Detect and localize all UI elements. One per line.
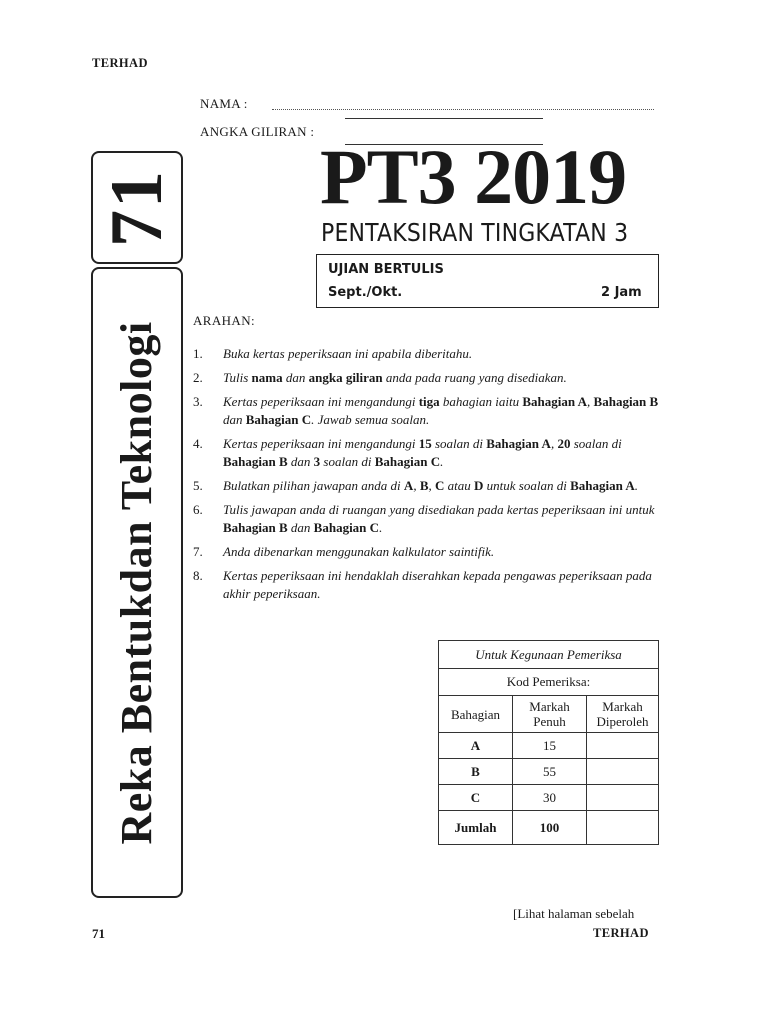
row-bahagian: B <box>439 759 513 785</box>
instruction-text: D <box>474 478 484 493</box>
subject-code-box <box>91 151 183 264</box>
nama-field[interactable] <box>272 97 654 110</box>
instruction-text: Bulatkan pilihan jawapan anda di <box>223 478 404 493</box>
instruction-text: atau <box>444 478 474 493</box>
instruction-text: B <box>419 478 429 493</box>
instruction-text: dan <box>287 454 314 469</box>
row-bahagian: A <box>439 733 513 759</box>
instruction-number: 3. <box>193 394 203 409</box>
instruction-text: Bahagian C <box>374 454 441 469</box>
instruction-text: C <box>434 478 445 493</box>
instruction-text: Kertas peperiksaan ini hendaklah diserahkan kepada pengawas peperiksaan pada akhir peperiksaan. <box>223 568 652 601</box>
instruction-text: Bahagian A <box>522 394 588 409</box>
subject-title-box <box>91 267 183 898</box>
total-value: 100 <box>513 811 587 845</box>
instruction-item <box>193 369 663 387</box>
instruction-text: dan <box>223 412 246 427</box>
subject-title: Reka Bentukdan Teknologi <box>112 320 161 845</box>
instruction-text: . <box>634 478 638 493</box>
instruction-text: . Jawab semua soalan. <box>311 412 430 427</box>
instruction-text: Anda dibenarkan menggunakan kalkulator saintifik. <box>223 544 495 559</box>
instruction-text: Bahagian A <box>486 436 551 451</box>
instruction-text: Buka kertas peperiksaan ini apabila diberitahu. <box>223 346 473 361</box>
exam-title: PT3 2019 <box>320 133 627 220</box>
instruction-item <box>193 393 663 429</box>
instruction-text: Kertas peperiksaan ini mengandungi <box>223 394 419 409</box>
row-markah-penuh: 55 <box>513 759 587 785</box>
angka-giliran-label: ANGKA GILIRAN : <box>200 124 315 139</box>
instruction-number: 5. <box>193 478 203 493</box>
table-row <box>439 759 659 785</box>
instruction-text: Bahagian A <box>570 478 635 493</box>
instruction-number: 7. <box>193 544 203 559</box>
exam-session: Sept./Okt. <box>328 285 403 300</box>
instruction-text: soalan di <box>570 436 622 451</box>
lihat-halaman: [Lihat halaman sebelah <box>513 906 635 921</box>
instruction-text: Kertas peperiksaan ini mengandungi <box>223 436 419 451</box>
nama-label: NAMA : <box>200 96 248 111</box>
row-bahagian: C <box>439 785 513 811</box>
instruction-item <box>193 435 663 471</box>
col-markah-penuh: Markah Penuh <box>513 696 587 733</box>
instruction-item <box>193 345 663 363</box>
instruction-text: . <box>379 520 383 535</box>
instruction-text: 15 <box>418 436 432 451</box>
kod-pemeriksa-field[interactable]: Kod Pemeriksa: <box>439 669 659 696</box>
col-bahagian: Bahagian <box>439 696 513 733</box>
exam-duration: 2 Jam <box>601 285 642 300</box>
row-markah-diperoleh[interactable] <box>587 733 659 759</box>
instruction-text: anda pada ruang yang disediakan. <box>382 370 567 385</box>
instruction-number: 6. <box>193 502 203 517</box>
instruction-text: A <box>403 478 414 493</box>
instruction-text: , <box>413 478 420 493</box>
instruction-text: Bahagian C <box>313 520 380 535</box>
instruction-number: 4. <box>193 436 203 451</box>
instruction-text: soalan di <box>431 436 487 451</box>
instruction-text: . <box>440 454 444 469</box>
instruction-text: Tulis jawapan anda di ruangan yang disediakan pada kertas peperiksaan ini untuk <box>223 502 655 517</box>
examiner-table-title: Untuk Kegunaan Pemeriksa <box>439 641 659 669</box>
exam-type: UJIAN BERTULIS <box>328 262 444 277</box>
instructions-list <box>193 345 663 609</box>
instruction-number: 8. <box>193 568 203 583</box>
instruction-number: 1. <box>193 346 203 361</box>
arahan-heading: ARAHAN: <box>193 313 256 328</box>
instruction-item <box>193 543 663 561</box>
instruction-text: dan <box>287 520 314 535</box>
instruction-text: Bahagian B <box>223 454 288 469</box>
instruction-item <box>193 501 663 537</box>
row-markah-diperoleh[interactable] <box>587 759 659 785</box>
instruction-text: , <box>550 436 558 451</box>
instruction-number: 2. <box>193 370 203 385</box>
total-label: Jumlah <box>439 811 513 845</box>
instruction-item <box>193 567 663 603</box>
instruction-text: Bahagian B <box>223 520 288 535</box>
instruction-text: nama <box>251 370 283 385</box>
table-row <box>439 785 659 811</box>
table-row <box>439 733 659 759</box>
instruction-text: untuk soalan di <box>483 478 571 493</box>
instruction-text: , <box>428 478 435 493</box>
instruction-text: angka giliran <box>308 370 383 385</box>
instruction-item <box>193 477 663 495</box>
page-code: 71 <box>92 926 105 941</box>
instruction-text: tiga <box>418 394 440 409</box>
instruction-text: bahagian iaitu <box>439 394 523 409</box>
instruction-text: soalan di <box>320 454 375 469</box>
exam-subtitle: PENTAKSIRAN TINGKATAN 3 <box>321 218 629 247</box>
row-markah-penuh: 30 <box>513 785 587 811</box>
row-markah-diperoleh[interactable] <box>587 785 659 811</box>
instruction-text: dan <box>282 370 309 385</box>
examiner-table <box>438 640 659 845</box>
subject-code: 71 <box>96 168 178 247</box>
instruction-text: Tulis <box>223 370 252 385</box>
total-diperoleh[interactable] <box>587 811 659 845</box>
nama-underline <box>345 118 543 119</box>
instruction-text: 3 <box>313 454 321 469</box>
total-row <box>439 811 659 845</box>
col-markah-diperoleh: Markah Diperoleh <box>587 696 659 733</box>
row-markah-penuh: 15 <box>513 733 587 759</box>
exam-info-box <box>316 254 659 308</box>
classification-top: TERHAD <box>92 56 148 70</box>
instruction-text: Bahagian C <box>245 412 312 427</box>
instruction-text: , <box>587 394 594 409</box>
classification-bottom: TERHAD <box>593 926 649 940</box>
instruction-text: Bahagian B <box>593 394 659 409</box>
instruction-text: 20 <box>557 436 571 451</box>
